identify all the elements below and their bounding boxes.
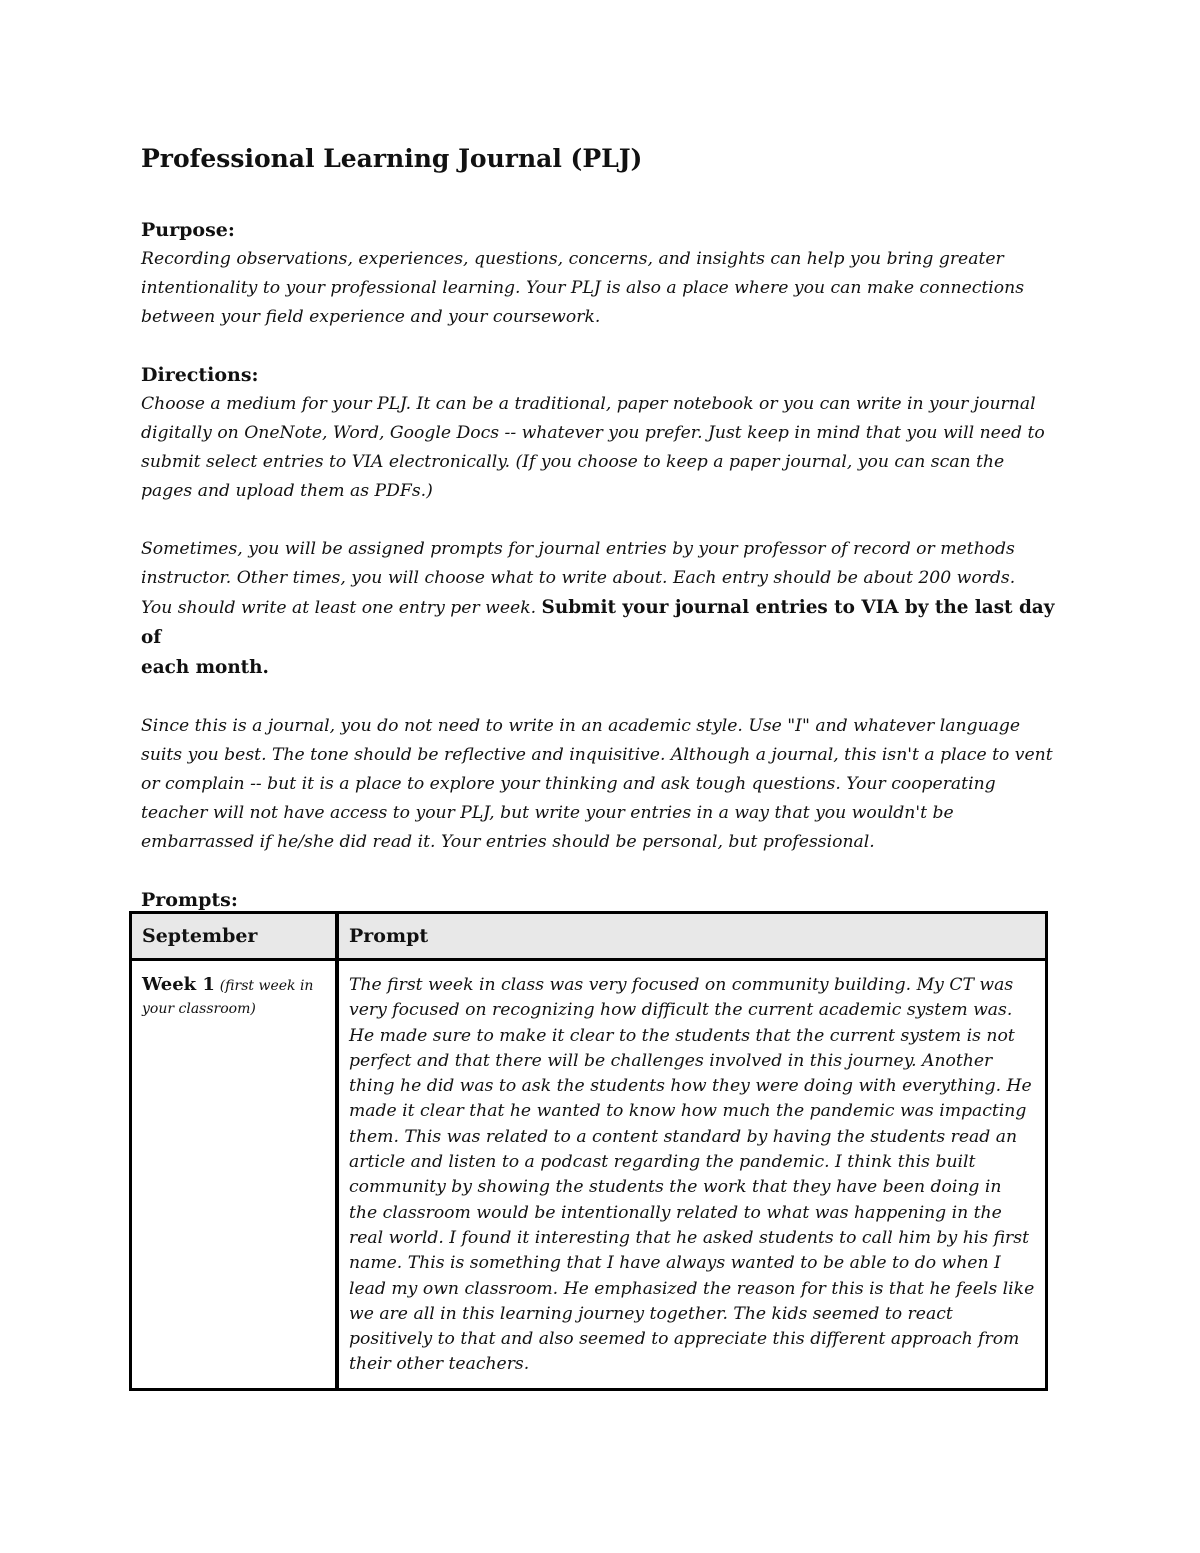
entry-line: He made sure to make it clear to the students that the current system is not — [349, 1025, 1015, 1046]
entry-line: made it clear that he wanted to know how much the pandemic was impacting — [349, 1101, 1027, 1122]
directions-line: pages and upload them as PDFs.) — [141, 481, 433, 501]
entry-line: we are all in this learning journey together. The kids seemed to react — [349, 1303, 953, 1324]
directions-paragraph-2 — [141, 535, 1061, 683]
entry-line: them. This was related to a content standard by having the students read an — [349, 1126, 1018, 1147]
purpose-heading: Purpose: — [141, 219, 235, 241]
directions-line: Choose a medium for your PLJ. It can be a traditional, paper notebook or you can write in your journal — [141, 394, 1036, 414]
directions-line: teacher will not have access to your PLJ, but write your entries in a way that you wouldn't be — [141, 803, 954, 823]
prompts-heading: Prompts: — [141, 889, 238, 911]
entry-line: article and listen to a podcast regarding the pandemic. I think this built — [349, 1152, 976, 1173]
purpose-line: between your field experience and your coursework. — [141, 307, 601, 327]
directions-paragraph-3 — [141, 712, 1061, 857]
prompts-table — [129, 911, 1048, 1391]
entry-line: perfect and that there will be challenges involved in this journey. Another — [349, 1050, 993, 1071]
entry-line: name. This is something that I have always wanted to be able to do when I — [349, 1253, 1001, 1274]
entry-line: the classroom would be intentionally related to what was happening in the — [349, 1202, 1002, 1223]
purpose-paragraph — [141, 245, 1061, 332]
entry-line: The first week in class was very focused on community building. My CT was — [349, 975, 1014, 995]
directions-line: You should write at least one entry per week. — [141, 598, 542, 618]
page-title: Professional Learning Journal (PLJ) — [141, 144, 643, 173]
directions-line: instructor. Other times, you will choose what to write about. Each entry should be about 200 words. — [141, 568, 1016, 588]
directions-heading: Directions: — [141, 364, 259, 386]
entry-line: real world. I found it interesting that he asked students to call him by his first — [349, 1227, 1029, 1248]
entry-line: positively to that and also seemed to appreciate this different approach from — [349, 1329, 1020, 1350]
directions-line: embarrassed if he/she did read it. Your entries should be personal, but professional. — [141, 832, 875, 852]
week-cell — [131, 960, 338, 1390]
directions-paragraph-1 — [141, 390, 1061, 506]
table-row — [131, 960, 1047, 1390]
directions-line: submit select entries to VIA electronically. (If you choose to keep a paper journal, you can scan the — [141, 452, 1005, 472]
directions-line: suits you best. The tone should be reflective and inquisitive. Although a journal, this isn't a place to vent — [141, 745, 1053, 765]
purpose-line: intentionality to your professional learning. Your PLJ is also a place where you can make connections — [141, 278, 1025, 298]
entry-line: thing he did was to ask the students how they were doing with everything. He — [349, 1076, 1032, 1097]
entry-line: their other teachers. — [349, 1354, 530, 1375]
journal-entry-cell — [337, 960, 1047, 1390]
directions-line: digitally on OneNote, Word, Google Docs -- whatever you prefer. Just keep in mind that you will need to — [141, 423, 1045, 443]
entry-line: community by showing the students the work that they have been doing in — [349, 1177, 1002, 1198]
submission-deadline-text: Submit your journal entries to VIA by the last day of — [141, 597, 1055, 648]
month-header: September — [131, 913, 338, 960]
week-label: Week 1 — [142, 974, 215, 995]
directions-section — [141, 361, 1061, 857]
purpose-line: Recording observations, experiences, questions, concerns, and insights can help you bring greater — [141, 249, 1004, 269]
entry-line: very focused on recognizing how difficult the current academic system was. — [349, 1000, 1013, 1021]
table-header-row — [131, 913, 1047, 960]
directions-line: Since this is a journal, you do not need to write in an academic style. Use "I" and whatever language — [141, 716, 1021, 736]
purpose-section — [141, 216, 1061, 332]
document-page — [141, 142, 1061, 915]
submission-deadline-text: each month. — [141, 657, 269, 678]
directions-line: or complain -- but it is a place to explore your thinking and ask tough questions. Your cooperating — [141, 774, 996, 794]
directions-line: Sometimes, you will be assigned prompts for journal entries by your professor of record or methods — [141, 539, 1015, 559]
entry-line: lead my own classroom. He emphasized the reason for this is that he feels like — [349, 1278, 1035, 1299]
prompt-header: Prompt — [337, 913, 1047, 960]
week-note: (first week in your classroom) — [142, 978, 314, 1017]
